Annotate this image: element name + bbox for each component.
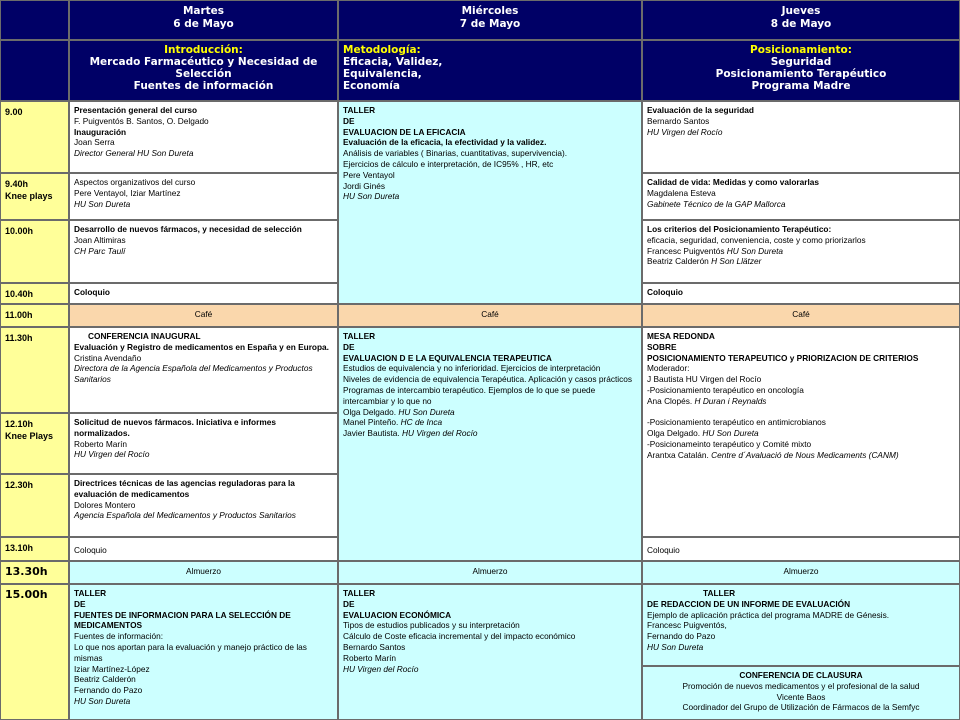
tue-session-1000: Desarrollo de nuevos fármacos, y necesidad de selección Joan Altimiras CH Parc Taulí xyxy=(69,220,338,283)
time-1500: 15.00h xyxy=(0,584,69,720)
day-date: 6 de Mayo xyxy=(173,18,234,30)
thu-session-1000: Los criterios del Posicionamiento Terapéutico: eficacia, seguridad, conveniencia, coste y como priorizarlos Francesc Puigventós HU Son Dureta Beatriz Calderón H Son Llätzer xyxy=(642,220,960,283)
theme-line: Programa Madre xyxy=(751,80,851,92)
day-name: Miércoles xyxy=(461,5,519,17)
theme-line: Selección xyxy=(175,68,232,80)
wed-workshop-0900: TALLER DE EVALUACION DE LA EFICACIA Evaluación de la eficacia, la efectividad y la validez. Análisis de variables ( Binarias, cuantitativas, supervivencia). Ejercicios de cálculo e interpretación, de IC95% , HR, etc Pere Ventayol Jordi Ginés HU Son Dureta xyxy=(338,101,642,304)
wed-break-lunch: Almuerzo xyxy=(338,561,642,584)
corner-cell-theme xyxy=(0,40,69,101)
day-date: 7 de Mayo xyxy=(459,18,521,30)
tue-coloquio-1040: Coloquio xyxy=(69,283,338,304)
theme-line: Mercado Farmacéutico y Necesidad de xyxy=(89,56,318,68)
theme-title: Posicionamiento: xyxy=(750,44,852,56)
thu-coloquio-1040: Coloquio xyxy=(642,283,960,304)
theme-line: Fuentes de información xyxy=(133,80,274,92)
theme-line: Equivalencia, xyxy=(343,68,422,80)
day-header-wednesday xyxy=(338,0,642,40)
time-0940: 9.40h Knee plays xyxy=(0,173,69,220)
tue-break-cafe: Café xyxy=(69,304,338,327)
time-1130: 11.30h xyxy=(0,327,69,413)
tue-session-1230: Directrices técnicas de las agencias reguladoras para la evaluación de medicamentos Dolores Montero Agencia Española del Medicamentos y Productos Sanitarios xyxy=(69,474,338,537)
wed-break-cafe: Café xyxy=(338,304,642,327)
day-header-thursday xyxy=(642,0,960,40)
time-1230: 12.30h xyxy=(0,474,69,537)
tue-workshop-1500: TALLER DE FUENTES DE INFORMACION PARA LA SELECCIÓN DE MEDICAMENTOS Fuentes de información: Lo que nos aportan para la evaluación y manejo práctico de las mismas Iziar Martínez-López Beatriz Calderón Fernando do Pazo HU Son Dureta xyxy=(69,584,338,720)
time-1330: 13.30h xyxy=(0,561,69,584)
theme-line: Seguridad xyxy=(770,56,832,68)
time-1100: 11.00h xyxy=(0,304,69,327)
thu-coloquio-1310: Coloquio xyxy=(642,537,960,561)
thu-round-table-1130: MESA REDONDA SOBRE POSICIONAMIENTO TERAPEUTICO y PRIORIZACION DE CRITERIOS Moderador: J Bautista HU Virgen del Rocío -Posicionamiento terapéutico en oncología Ana Clopés. H Duran i Reynalds -Posicionamiento terapéutico en antimicrobianos Olga Delgado. HU Son Dureta -Posicionameinto terapéutico y Comité mixto Arantxa Catalán. Centre d´Avaluació de Nous Medicaments (CANM) xyxy=(642,327,960,537)
day-date: 8 de Mayo xyxy=(770,18,832,30)
tue-session-0940: Aspectos organizativos del curso Pere Ventayol, Iziar Martínez HU Son Dureta xyxy=(69,173,338,220)
tue-session-1210: Solicitud de nuevos fármacos. Iniciativa e informes normalizados. Roberto Marín HU Virgen del Rocío xyxy=(69,413,338,474)
theme-title: Metodología: xyxy=(343,44,421,56)
theme-tuesday xyxy=(69,40,338,101)
wed-workshop-1130: TALLER DE EVALUACION D E LA EQUIVALENCIA TERAPEUTICA Estudios de equivalencia y no inferioridad. Ejercicios de interpretación Niveles de evidencia de equivalencia Terapéutica. Aplicación y casos prácticos Programas de intercambio terapéutico. Ejemplos de lo que se puede intercambiar y lo que no Olga Delgado. HU Son Dureta Manel Pinteño. HC de Inca Javier Bautista. HU Virgen del Rocío xyxy=(338,327,642,561)
day-name: Martes xyxy=(182,5,225,17)
day-name: Jueves xyxy=(781,5,821,17)
tue-break-lunch: Almuerzo xyxy=(69,561,338,584)
thu-session-0940: Calidad de vida: Medidas y como valorarlas Magdalena Esteva Gabinete Técnico de la GAP Mallorca xyxy=(642,173,960,220)
thu-break-lunch: Almuerzo xyxy=(642,561,960,584)
thu-workshop-1500: TALLER DE REDACCION DE UN INFORME DE EVALUACIÓN Ejemplo de aplicación práctica del programa MADRE de Génesis. Francesc Puigventós, Fernando do Pazo HU Son Dureta xyxy=(642,584,960,666)
time-0900: 9.00 xyxy=(0,101,69,173)
tue-coloquio-1310: Coloquio xyxy=(69,537,338,561)
thu-break-cafe: Café xyxy=(642,304,960,327)
corner-cell-top xyxy=(0,0,69,40)
thu-closing-conference: CONFERENCIA DE CLAUSURA Promoción de nuevos medicamentos y el profesional de la salud Vicente Baos Coordinador del Grupo de Utilización de Fármacos de la Semfyc xyxy=(642,666,960,720)
thu-session-0900: Evaluación de la seguridad Bernardo Santos HU Virgen del Rocío xyxy=(642,101,960,173)
theme-thursday xyxy=(642,40,960,101)
theme-wednesday xyxy=(338,40,642,101)
time-1210: 12.10h Knee Plays xyxy=(0,413,69,474)
wed-workshop-1500: TALLER DE EVALUACION ECONÓMICA Tipos de estudios publicados y su interpretación Cálculo de Coste eficacia incremental y del impacto económico Bernardo Santos Roberto Marín HU Virgen del Rocío xyxy=(338,584,642,720)
time-1040: 10.40h xyxy=(0,283,69,304)
theme-title: Introducción: xyxy=(164,44,243,56)
theme-line: Economía xyxy=(343,80,400,92)
theme-line: Eficacia, Validez, xyxy=(343,56,443,68)
tue-session-0900: Presentación general del curso F. Puigventós B. Santos, O. Delgado Inauguración Joan Serra Director General HU Son Dureta xyxy=(69,101,338,173)
theme-line: Posicionamiento Terapéutico xyxy=(715,68,887,80)
time-1310: 13.10h xyxy=(0,537,69,561)
time-1000: 10.00h xyxy=(0,220,69,283)
day-header-tuesday xyxy=(69,0,338,40)
tue-session-1130: CONFERENCIA INAUGURAL Evaluación y Registro de medicamentos en España y en Europa. Cristina Avendaño Directora de la Agencia Española del Medicamentos y Productos Sanitarios xyxy=(69,327,338,413)
